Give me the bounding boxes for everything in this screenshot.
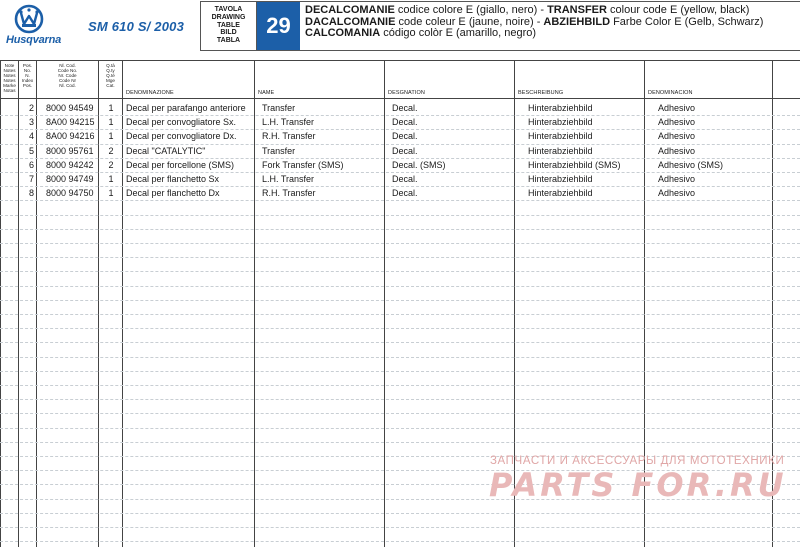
cell-pos: 8: [28, 188, 34, 199]
cell-code: 8000 94750: [46, 188, 94, 199]
cell-qty: 1: [108, 103, 114, 113]
cell-code: 8A00 94216: [46, 131, 95, 142]
cell-fr: Decal. (SMS): [392, 159, 446, 170]
row-rule: [0, 300, 800, 301]
table-label-line: DRAWING: [211, 13, 246, 21]
row-rule: [0, 328, 800, 329]
row-rule: [0, 428, 800, 429]
table-row: [0, 186, 800, 200]
husqvarna-crown-icon: [12, 4, 46, 34]
row-rule: [0, 357, 800, 358]
row-rule: [0, 342, 800, 343]
cell-qty: 2: [108, 159, 114, 170]
cell-code: 8000 94549: [46, 103, 94, 113]
row-rule: [0, 527, 800, 528]
cell-qty: 2: [108, 145, 114, 156]
cell-de: Hinterabziehbild: [528, 103, 593, 113]
cell-pos: 6: [28, 159, 34, 170]
brand-logo: [6, 4, 66, 52]
table-label-line: TAVOLA: [214, 6, 243, 13]
cell-code: 8A00 94215: [46, 117, 95, 128]
cell-code: 8000 95761: [46, 145, 94, 156]
cell-de: Hinterabziehbild: [528, 117, 593, 128]
watermark-logo: PARTS FOR.RU: [489, 466, 787, 504]
row-rule: [0, 314, 800, 315]
col-head-es: DENOMINACION: [648, 90, 693, 96]
cell-es: Adhesivo (SMS): [658, 159, 724, 170]
header-separator: [0, 98, 800, 99]
cell-it: Decal per flanchetto Sx: [126, 174, 220, 184]
cell-pos: 5: [28, 145, 34, 156]
table-row: [0, 172, 800, 186]
cell-fr: Decal.: [392, 174, 418, 184]
cell-de: Hinterabziehbild: [528, 174, 593, 184]
cell-it: Decal per convogliatore Sx.: [126, 117, 237, 128]
cell-pos: 7: [28, 174, 34, 184]
table-label-line: TABLE: [217, 21, 240, 29]
cell-it: Decal per parafango anteriore: [126, 103, 246, 113]
cell-fr: Decal.: [392, 131, 418, 142]
cell-it: Decal "CATALYTIC": [126, 145, 206, 156]
cell-pos: 4: [28, 131, 34, 142]
cell-en: Fork Transfer (SMS): [262, 159, 344, 170]
row-rule: [0, 215, 800, 216]
row-rule: [0, 286, 800, 287]
table-titles: [305, 5, 800, 40]
table-top-rule: [0, 60, 800, 61]
col-head-qty: Q.tà Q.ty Q.té Mge Cat.: [106, 63, 115, 88]
cell-fr: Decal.: [392, 103, 418, 113]
title-line: CALCOMANIA código colòr E (amarillo, negro): [305, 27, 537, 40]
cell-qty: 1: [108, 188, 114, 199]
title-line: DACALCOMANIE code coleur E (jaune, noire) - ABZIEHBILD Farbe Color E (Gelb, Schwarz): [305, 15, 764, 28]
table-header: [200, 1, 800, 51]
cell-fr: Decal.: [392, 117, 418, 128]
cell-en: Transfer: [262, 103, 296, 113]
table-label-line: TABLA: [216, 37, 241, 45]
table-row: [0, 115, 800, 129]
col-head-pos: Pos. No. N. Index Pos.: [21, 63, 34, 88]
row-rule: [0, 413, 800, 414]
cell-en: R.H. Transfer: [262, 131, 316, 142]
row-rule: [0, 371, 800, 372]
cell-es: Adhesivo: [658, 188, 696, 199]
cell-en: L.H. Transfer: [262, 117, 315, 128]
brand-name: Husqvarna: [6, 34, 62, 46]
col-head-it: DENOMINAZIONE: [126, 90, 174, 96]
cell-de: Hinterabziehbild: [528, 188, 593, 199]
title-line: DECALCOMANIE codice colore E (giallo, nero) - TRANSFER colour code E (yellow, black): [305, 4, 750, 16]
table-label-line: BILD: [220, 29, 237, 37]
col-head-code: Nl. Cod. Code No. Nr. Code Code Nr Nl. Cod.: [57, 63, 78, 88]
cell-en: L.H. Transfer: [262, 174, 315, 184]
cell-en: R.H. Transfer: [262, 188, 316, 199]
cell-fr: Decal.: [392, 145, 418, 156]
cell-es: Adhesivo: [658, 103, 696, 113]
row-rule: [0, 513, 800, 514]
cell-qty: 1: [108, 117, 114, 128]
cell-pos: 2: [28, 103, 34, 113]
row-rule: [0, 243, 800, 244]
table-row: [0, 101, 800, 115]
cell-pos: 3: [28, 117, 34, 128]
cell-fr: Decal.: [392, 188, 418, 199]
row-rule: [0, 200, 800, 201]
row-rule: [0, 442, 800, 443]
watermark-tagline: ЗАПЧАСТИ И АКСЕССУАРЫ ДЛЯ МОТОТЕХНИКИ: [490, 455, 785, 467]
row-rule: [0, 399, 800, 400]
cell-qty: 1: [108, 131, 114, 142]
cell-it: Decal per convogliatore Dx.: [126, 131, 237, 142]
col-head-en: NAME: [258, 90, 275, 96]
table-number: 29: [257, 2, 300, 50]
col-head-note: Note Notes Notes Notes Marke Notas: [3, 63, 16, 93]
cell-de: Hinterabziehbild: [528, 131, 593, 142]
cell-en: Transfer: [262, 145, 296, 156]
table-label: [201, 2, 257, 50]
col-head-de: BESCHREIBUNG: [518, 90, 564, 96]
cell-es: Adhesivo: [658, 131, 696, 142]
cell-es: Adhesivo: [658, 145, 696, 156]
cell-it: Decal per forcellone (SMS): [126, 159, 235, 170]
cell-qty: 1: [108, 174, 114, 184]
model-name: SM 610 S/ 2003: [88, 19, 185, 34]
cell-es: Adhesivo: [658, 117, 696, 128]
table-row: [0, 158, 800, 172]
cell-code: 8000 94242: [46, 159, 94, 170]
col-head-fr: DESGNATION: [388, 90, 425, 96]
table-row: [0, 144, 800, 158]
cell-de: Hinterabziehbild (SMS): [528, 159, 621, 170]
row-rule: [0, 271, 800, 272]
cell-es: Adhesivo: [658, 174, 696, 184]
row-rule: [0, 385, 800, 386]
row-rule: [0, 541, 800, 542]
row-rule: [0, 229, 800, 230]
cell-it: Decal per flanchetto Dx: [126, 188, 220, 199]
cell-code: 8000 94749: [46, 174, 94, 184]
table-row: [0, 129, 800, 143]
row-rule: [0, 257, 800, 258]
cell-de: Hinterabziehbild: [528, 145, 593, 156]
